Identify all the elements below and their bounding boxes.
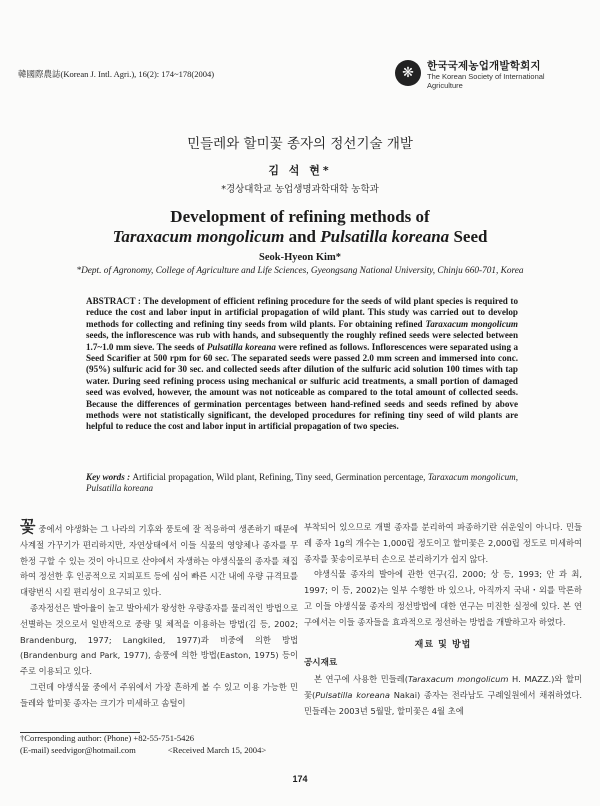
journal-citation: 韓國際農誌(Korean J. Intl. Agri.), 16(2): 174~178(2004) (18, 69, 215, 79)
footnote-line-1: †Corresponding author: (Phone) +82-55-751-5426 (20, 733, 195, 743)
page-number: 174 (292, 774, 308, 784)
intro-paragraph-3: 그런데 야생식물 중에서 주위에서 가장 흔하게 볼 수 있고 이용 가능한 민들레와 할미꽃 종자는 크기가 미세하고 솜털이 (20, 681, 298, 708)
footnote-line-2: (E-mail) seedvigor@hotmail.com <Received March 15, 2004> (20, 744, 267, 755)
society-name-english: The Korean Society of International Agriculture (427, 72, 545, 90)
author-korean: 김 석 현* (268, 164, 332, 177)
section-heading-materials-methods: 재료 및 방법 (414, 639, 472, 650)
title-korean: 민들레와 할미꽃 종자의 정선기술 개발 (187, 136, 413, 152)
left-column (20, 517, 298, 712)
author-english: Seok-Hyeon Kim* (259, 252, 341, 263)
keywords: Key words : Artificial propagation, Wild plant, Refining, Tiny seed, Germination percentage, Taraxacum mongolicum, Pulsatilla koreana (86, 472, 518, 494)
abstract: ABSTRACT : The development of efficient refining procedure for the seeds of wild plant species is required to reduce the cost and labor input in artificial propagation of wild plant. This study was carried out to develop methods for collecting and refining tiny seeds from wild plants. For obtaining refined Taraxacum mongolicum seeds, the inflorescence was rub with hands, and subsequently the roughly refined seeds were selected between 1.7~1.0 mm sieve. The seeds of Pulsatilla koreana were refined as follows. Inflorescences were separated using a Seed Scarifier at 500 rpm for 60 sec. The separated seeds were passed 2.0 mm screen and immersed into conc. (95%) sulfuric acid for 30 sec. and collected seeds after dilution of the sulfuric acid solution 100 times with tap water. During seed refining process using mechanical or sulfuric acid treatments, a small portion of damaged seed was evolved, however, the amount was not noticeable as compared to the total amount of collected seeds. Because the differences of germination percentages between hand-refined seeds and seeds refined by above methods were not statistically significant, the developed procedures for refining tiny seed of wild plants are helpful to reduce the cost and labor input in artificial propagation of two species. (86, 296, 518, 432)
intro-paragraph-5: 야생식물 종자의 발아에 관한 연구(김, 2000; 상 등, 1993; 안 과 최, 1997; 이 등, 2002)는 일부 수행한 바 있으나, 아직까지 국내・외를 막론하고 이들 야생식물 종자의 정선방법에 대한 연구는 미진한 실정에 있다. 본 연구에서는 이들 종자들을 효과적으로 정선하는 방법을 개발하고자 하였다. (304, 569, 582, 627)
affiliation-korean: *경상대학교 농업생명과학대학 농학과 (221, 184, 379, 195)
title-english-line1: Development of refining methods of (170, 207, 430, 226)
materials-paragraph: 본 연구에 사용한 민들레(Taraxacum mongolicum H. MAZZ.)와 할미꽃(Pulsatilla koreana Nakai) 종자는 전라남도 구례일원에서 채취하였다. 민들레는 2003년 5월말, 할미꽃은 4월 초에 (304, 674, 582, 716)
title-english-line2: Taraxacum mongolicum and Pulsatilla koreana Seed (112, 227, 488, 246)
right-column (304, 520, 582, 720)
society-logo-icon: ❋ (395, 60, 421, 86)
intro-paragraph-4: 부착되어 있으므로 개별 종자를 분리하여 파종하기란 쉬운일이 아니다. 민들레 종자 1g의 개수는 1,000립 정도이고 할미꽃은 2,000립 정도로 미세하여 종자를 꽃송이로부터 손으로 분리하기가 쉽지 않다. (304, 522, 582, 564)
society-name-korean: 한국국제농업개발학회지 (427, 60, 541, 72)
affiliation-english: *Dept. of Agronomy, College of Agriculture and Life Sciences, Gyeongsang National University, Chinju 660-701, Korea (76, 266, 524, 276)
intro-paragraph-1: 꽃 중에서 야생화는 그 나라의 기후와 풍토에 잘 적응하여 생존하기 때문에 사계절 가꾸기가 편리하지만, 자연상태에서 이들 식물의 영양체나 종자를 무한정 구할 수 있는 것이 아니므로 산야에서 자생하는 야생식물의 종자를 채집하여 정선한 후 인공적으로 지피포트 등에 심어 빠른 시간 내에 우량 규격묘를 대량번식 시킬 편리성이 요구되고 있다. (20, 517, 298, 598)
footnote (20, 733, 298, 756)
intro-paragraph-2: 종자정선은 발아율이 높고 발아세가 왕성한 우량종자를 물리적인 방법으로 선별하는 것으로서 일반적으로 중량 및 체적을 이용하는 방법(김 등, 2002; Brandenburg, 1977; Langkiled, 1977)과 비중에 의한 방법(Brandenburg and Park, 1977), 송풍에 의한 방법(Easton, 1975) 등이 주로 이용되고 있다. (20, 602, 298, 677)
subsection-heading-materials: 공시재료 (304, 658, 338, 669)
title-english (0, 207, 600, 247)
